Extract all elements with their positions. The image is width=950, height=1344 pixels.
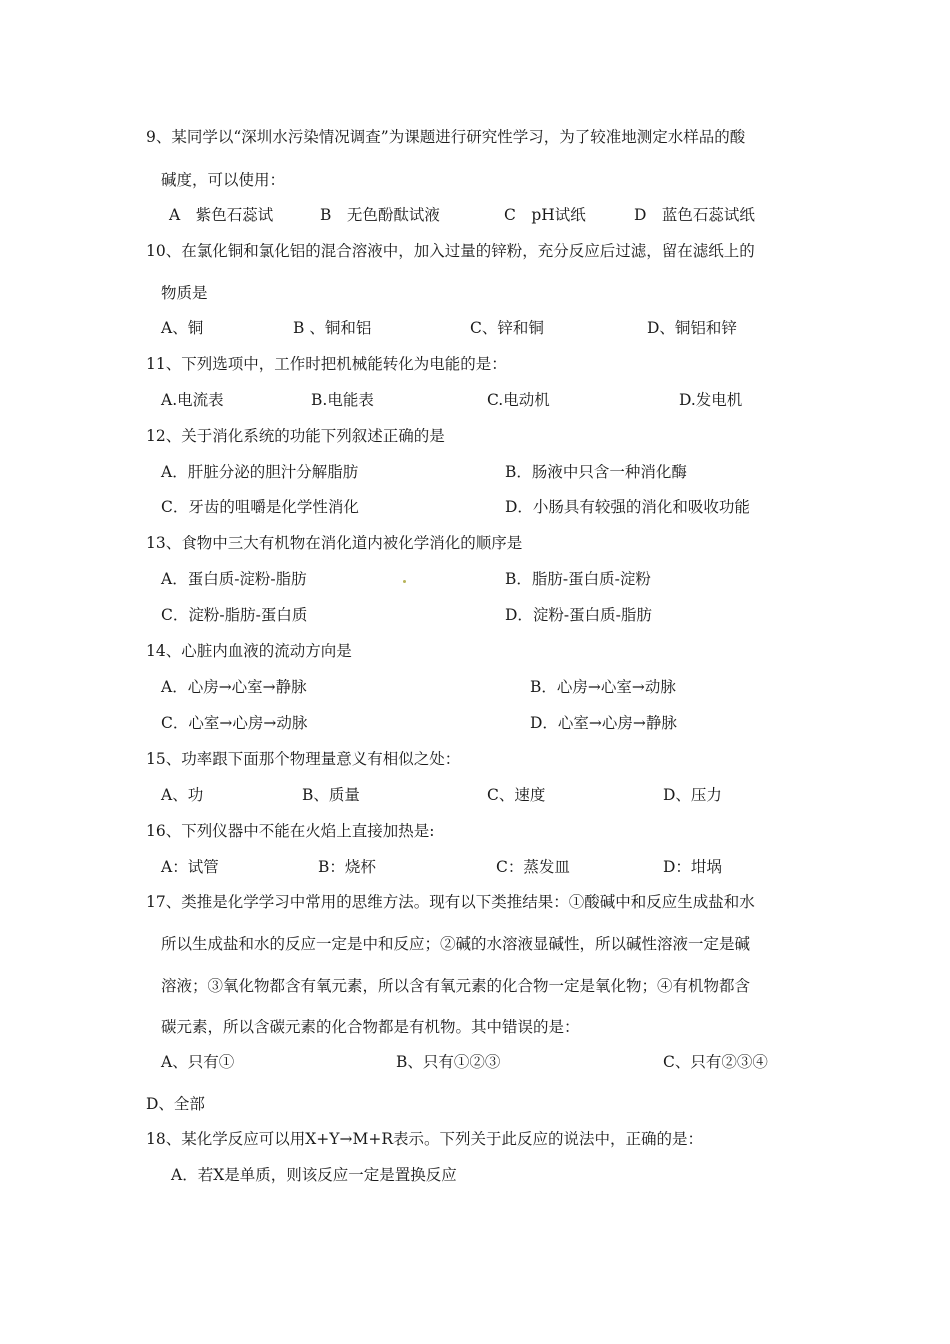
question-11-option-c: C.电动机 bbox=[487, 391, 550, 409]
question-14-option-b: B．心房→心室→动脉 bbox=[530, 678, 676, 696]
question-16-option-b: B：烧杯 bbox=[318, 858, 376, 876]
question-18-option-a: A．若X是单质，则该反应一定是置换反应 bbox=[171, 1166, 457, 1184]
question-12-option-d: D．小肠具有较强的消化和吸收功能 bbox=[505, 498, 750, 516]
question-10-option-a: A、铜 bbox=[161, 319, 204, 337]
question-12-option-a: A．肝脏分泌的胆汁分解脂肪 bbox=[161, 463, 359, 481]
question-13-option-b: B．脂肪-蛋白质-淀粉 bbox=[505, 570, 651, 588]
question-14-option-a: A．心房→心室→静脉 bbox=[161, 678, 307, 696]
question-10-stem-line-1: 10、在氯化铜和氯化铝的混合溶液中，加入过量的锌粉，充分反应后过滤，留在滤纸上的 bbox=[146, 242, 755, 260]
question-17-stem-line-2: 所以生成盐和水的反应一定是中和反应；②碱的水溶液显碱性，所以碱性溶液一定是碱 bbox=[161, 935, 751, 953]
question-9-option-d: D 蓝色石蕊试纸 bbox=[634, 206, 755, 224]
question-9-stem-line-1: 9、某同学以“深圳水污染情况调查”为课题进行研究性学习，为了较准地测定水样品的酸 bbox=[146, 128, 746, 146]
question-16-option-c: C：蒸发皿 bbox=[496, 858, 570, 876]
question-17-option-b: B、只有①②③ bbox=[396, 1053, 501, 1071]
question-13-option-c: C．淀粉-脂肪-蛋白质 bbox=[161, 606, 308, 624]
question-14-option-c: C．心室→心房→动脉 bbox=[161, 714, 308, 732]
question-11-option-a: A.电流表 bbox=[161, 391, 224, 409]
question-17-stem-line-3: 溶液；③氧化物都含有氧元素，所以含有氧元素的化合物一定是氧化物；④有机物都含 bbox=[161, 977, 751, 995]
question-17-option-c: C、只有②③④ bbox=[663, 1053, 768, 1071]
question-9-stem-line-2: 碱度，可以使用： bbox=[161, 171, 286, 189]
question-10-option-b: B 、铜和铝 bbox=[293, 319, 372, 337]
question-12-stem: 12、关于消化系统的功能下列叙述正确的是 bbox=[146, 427, 445, 445]
question-16-stem: 16、下列仪器中不能在火焰上直接加热是: bbox=[146, 822, 435, 840]
stray-dot bbox=[403, 580, 406, 583]
question-16-option-a: A：试管 bbox=[161, 858, 219, 876]
question-17-stem-line-4: 碳元素，所以含碳元素的化合物都是有机物。其中错误的是： bbox=[161, 1018, 580, 1036]
question-11-option-d: D.发电机 bbox=[679, 391, 743, 409]
question-14-option-d: D．心室→心房→静脉 bbox=[530, 714, 677, 732]
question-9-option-b: B 无色酚酞试液 bbox=[320, 206, 440, 224]
question-15-stem: 15、功率跟下面那个物理量意义有相似之处： bbox=[146, 750, 461, 768]
question-11-option-b: B.电能表 bbox=[311, 391, 374, 409]
question-15-option-b: B、质量 bbox=[302, 786, 360, 804]
question-15-option-a: A、功 bbox=[161, 786, 204, 804]
question-14-stem: 14、心脏内血液的流动方向是 bbox=[146, 642, 352, 660]
question-16-option-d: D：坩埚 bbox=[663, 858, 722, 876]
question-13-option-a: A．蛋白质-淀粉-脂肪 bbox=[161, 570, 307, 588]
question-10-stem-line-2: 物质是 bbox=[161, 284, 208, 302]
question-15-option-c: C、速度 bbox=[487, 786, 546, 804]
question-17-stem-line-1: 17、类推是化学学习中常用的思维方法。现有以下类推结果：①酸碱中和反应生成盐和水 bbox=[146, 893, 755, 911]
question-17-option-a: A、只有① bbox=[161, 1053, 235, 1071]
question-15-option-d: D、压力 bbox=[663, 786, 722, 804]
question-18-stem: 18、某化学反应可以用X+Y→M+R表示。下列关于此反应的说法中，正确的是： bbox=[146, 1130, 703, 1148]
question-11-stem: 11、下列选项中，工作时把机械能转化为电能的是： bbox=[146, 355, 507, 373]
question-17-option-d: D、全部 bbox=[146, 1095, 205, 1113]
question-13-stem: 13、食物中三大有机物在消化道内被化学消化的顺序是 bbox=[146, 534, 523, 552]
question-13-option-d: D．淀粉-蛋白质-脂肪 bbox=[505, 606, 652, 624]
question-10-option-d: D、铜铝和锌 bbox=[647, 319, 737, 337]
question-12-option-b: B．肠液中只含一种消化酶 bbox=[505, 463, 687, 481]
question-9-option-a: A 紫色石蕊试 bbox=[169, 206, 274, 224]
question-9-option-c: C pH试纸 bbox=[504, 206, 586, 224]
question-12-option-c: C．牙齿的咀嚼是化学性消化 bbox=[161, 498, 359, 516]
question-10-option-c: C、锌和铜 bbox=[470, 319, 544, 337]
